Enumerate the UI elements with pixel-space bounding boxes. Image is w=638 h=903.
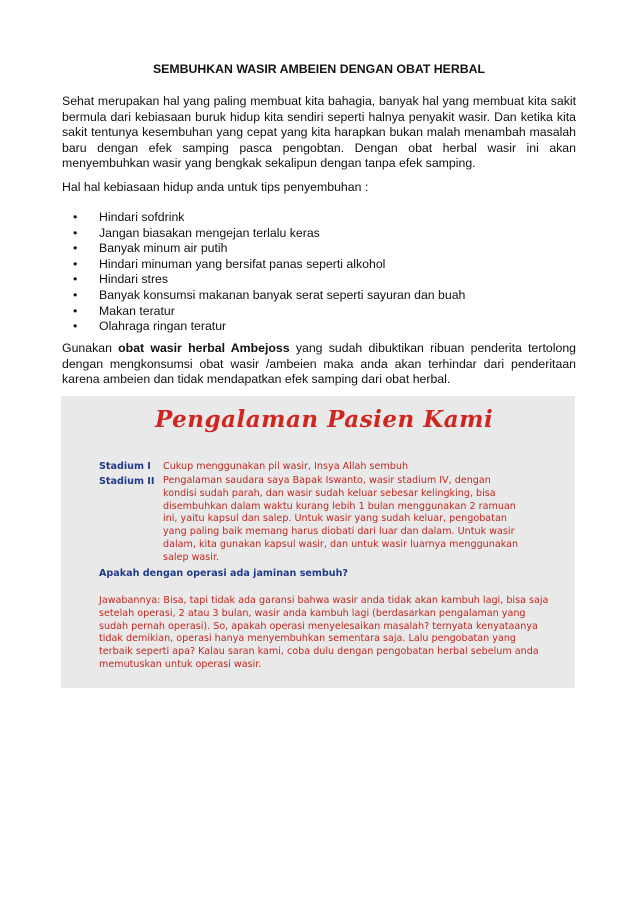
- closing-paragraph: [62, 341, 576, 388]
- testimonial-title: Pengalaman Pasien Kami: [155, 406, 494, 433]
- tip-text: Hindari stres: [99, 272, 169, 287]
- tip-text: Jangan biasakan mengejan terlalu keras: [99, 225, 320, 240]
- tip-text: Hindari sofdrink: [99, 210, 185, 224]
- list-item: [62, 319, 576, 335]
- list-item: [62, 272, 576, 288]
- testimonial-answer: Jawabannya: Bisa, tapi tidak ada garansi bahwa wasir anda tidak akan kambuh lagi, bisa saja setelah operasi, 2 atau 3 bulan, wasir anda kambuh lagi (berdasarkan pengalaman yang sudah pernah operasi). So, apakah operasi menyelesaikan masalah? ternyata kenyataanya tidak demikian, operasi hanya menyembuhkan sementara saja. Lalu pengobatan yang terbaik seperti apa? Kalau saran kami, coba dulu dengan pengobatan herbal sebelum anda memutuskan untuk operasi wasir.: [99, 595, 549, 670]
- tip-text: Makan teratur: [99, 303, 175, 318]
- testimonial-question: Apakah dengan operasi ada jaminan sembuh?: [99, 568, 348, 579]
- bullet-icon: •: [73, 210, 78, 224]
- stadium-2-text: Pengalaman saudara saya Bapak Iswanto, wasir stadium IV, dengan kondisi sudah parah, dan wasir sudah keluar sebesar kelingking, bisa disembuhkan dalam waktu kurang lebih 1 bulan menggunakan 2 ramuan ini, yaitu kapsul dan salep. Untuk wasir yang sudah keluar, pengobatan yang paling baik memang harus diobati dari luar dan dalam. Untuk wasir dalam, kita gunakan kapsul wasir, dan untuk wasir luarnya menggunakan salep wasir.: [163, 475, 519, 563]
- bullet-icon: •: [73, 256, 78, 271]
- document-title: SEMBUHKAN WASIR AMBEIEN DENGAN OBAT HERBAL: [152, 62, 485, 76]
- bullet-icon: •: [73, 241, 78, 256]
- bullet-icon: •: [73, 225, 78, 240]
- stadium-2-label: Stadium II: [99, 476, 155, 487]
- list-item: [62, 304, 576, 320]
- list-item: [62, 257, 576, 273]
- bullet-icon: •: [73, 319, 78, 334]
- closing-text-end: yang sudah dibuktikan ribuan penderita tertolong dengan mengkonsumsi obat wasir /ambeien maka anda akan terhindar dari penderitaan karena ambeien dan tidak mendapatkan efek samping dari obat herbal.: [62, 341, 576, 387]
- intro-paragraph: Sehat merupakan hal yang paling membuat kita bahagia, banyak hal yang membuat kita sakit bermula dari kebiasaan buruk hidup kita sendiri seperti halnya penyakit wasir. Dan ketika kita sakit tentunya kesembuhan yang cepat yang kita harapkan bukan malah menambah masalah baru dengan efek samping pasca pengobtan. Dengan obat herbal wasir ini akan menyembuhkan wasir yang bengkak sekalipun dengan tanpa efek samping.: [62, 94, 576, 171]
- bullet-icon: •: [73, 303, 78, 318]
- stadium-1-label: Stadium I: [99, 461, 151, 472]
- tip-text: Banyak minum air putih: [99, 241, 228, 256]
- tip-text: Olahraga ringan teratur: [99, 319, 227, 334]
- list-item: [62, 241, 576, 257]
- stadium-1-text: Cukup menggunakan pil wasir, Insya Allah sembuh: [163, 461, 409, 472]
- list-item: [62, 288, 576, 304]
- testimonial-image: [61, 396, 575, 688]
- bullet-icon: •: [73, 272, 78, 287]
- bullet-icon: •: [73, 287, 78, 302]
- tip-text: Banyak konsumsi makanan banyak serat seperti sayuran dan buah: [99, 287, 466, 302]
- tip-text: Hindari minuman yang bersifat panas seperti alkohol: [99, 256, 386, 271]
- product-name: obat wasir herbal Ambejoss: [118, 341, 290, 355]
- list-item: [62, 210, 576, 226]
- tips-list: [62, 210, 576, 335]
- closing-text-start: Gunakan: [62, 341, 119, 355]
- tips-heading: Hal hal kebiasaan hidup anda untuk tips penyembuhan :: [62, 180, 369, 194]
- list-item: [62, 226, 576, 242]
